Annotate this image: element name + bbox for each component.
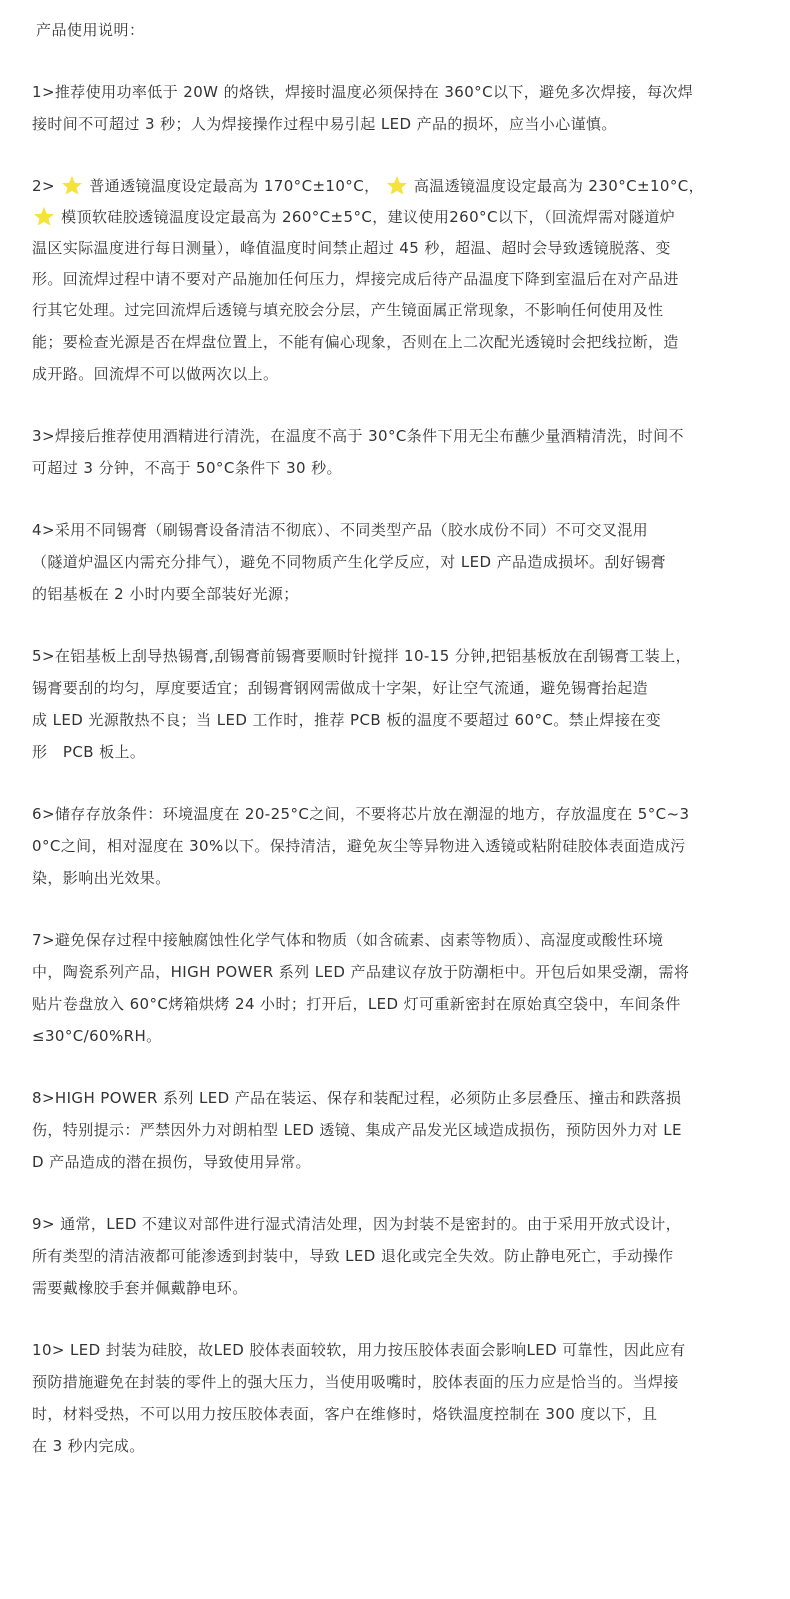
text-line: 3>焊接后推荐使用酒精进行清洗，在温度不高于 30°C条件下用无尘布蘸少量酒精清洗，时间不 <box>32 427 684 445</box>
text-line: 所有类型的清洁液都可能渗透到封装中，导致 LED 退化或完全失效。防止静电死亡，手动操作 <box>32 1247 674 1265</box>
text-line: 6>储存存放条件：环境温度在 20-25°C之间，不要将芯片放在潮湿的地方，存放温度在 5°C~3 <box>32 805 690 823</box>
text-line: 形。回流焊过程中请不要对产品施加任何压力，焊接完成后待产品温度下降到室温后在对产品进 <box>32 270 679 288</box>
text-line: 的铝基板在 2 小时内要全部装好光源； <box>32 585 299 603</box>
text-line: 行其它处理。过完回流焊后透镜与填充胶会分层，产生镜面属正常现象，不影响任何使用及性 <box>32 301 664 319</box>
text-line: 8>HIGH POWER 系列 LED 产品在装运、保存和装配过程，必须防止多层叠压、撞击和跌落损 <box>32 1089 682 1107</box>
text-line: 时，材料受热，不可以用力按压胶体表面，客户在维修时，烙铁温度控制在 300 度以下，且 <box>32 1405 658 1423</box>
text-line: 伤，特别提示：严禁因外力对朗柏型 LED 透镜、集成产品发光区域造成损伤，预防因外力对 LE <box>32 1121 682 1139</box>
text-line: 温区实际温度进行每日测量），峰值温度时间禁止超过 45 秒，超温、超时会导致透镜脱落、变 <box>32 239 671 257</box>
text-line: D 产品造成的潜在损伤，导致使用异常。 <box>32 1153 311 1171</box>
text-line: 4>采用不同锡膏（刷锡膏设备清洁不彻底）、不同类型产品（胶水成份不同）不可交叉混用 <box>32 521 649 539</box>
star-icon <box>33 206 55 226</box>
text-line: 5>在铝基板上刮导热锡膏,刮锡膏前锡膏要顺时针搅拌 10-15 分钟,把铝基板放在刮锡膏工装上， <box>32 647 691 665</box>
text-line: 在 3 秒内完成。 <box>32 1437 145 1455</box>
text-line: 染，影响出光效果。 <box>32 869 171 887</box>
text-line: 锡膏要刮的均匀，厚度要适宜；刮锡膏钢网需做成十字架，好让空气流通，避免锡膏抬起造 <box>32 679 649 697</box>
text-line: 可超过 3 分钟，不高于 50°C条件下 30 秒。 <box>32 459 342 477</box>
text-line-with-stars <box>32 174 704 198</box>
text-line: 接时间不可超过 3 秒；人为焊接操作过程中易引起 LED 产品的损坏，应当小心谨慎。 <box>32 115 617 133</box>
text-line: 0°C之间，相对湿度在 30%以下。保持清洁，避免灰尘等异物进入透镜或粘附硅胶体表面造成污 <box>32 837 686 855</box>
text-line: 能；要检查光源是否在焊盘位置上，不能有偏心现象，否则在上二次配光透镜时会把线拉断，造 <box>32 333 679 351</box>
text-line: ≤30°C/60%RH。 <box>32 1027 162 1045</box>
item-number: 2> <box>32 177 55 195</box>
text-segment: 高温透镜温度设定最高为 230°C±10°C， <box>413 177 705 195</box>
text-line: 预防措施避免在封装的零件上的强大压力，当使用吸嘴时，胶体表面的压力应是恰当的。当焊接 <box>32 1373 679 1391</box>
text-line: 成 LED 光源散热不良；当 LED 工作时，推荐 PCB 板的温度不要超过 60°C。禁止焊接在变 <box>32 711 662 729</box>
text-segment: 普通透镜温度设定最高为 170°C±10°C， <box>89 177 380 195</box>
text-line: 形 PCB 板上。 <box>32 743 146 761</box>
text-line: 9> 通常，LED 不建议对部件进行湿式清洁处理，因为封装不是密封的。由于采用开放式设计， <box>32 1215 682 1233</box>
star-icon <box>61 175 83 195</box>
star-icon <box>386 175 408 195</box>
text-line: 成开路。回流焊不可以做两次以上。 <box>32 365 279 383</box>
text-line: 需要戴橡胶手套并佩戴静电环。 <box>32 1279 248 1297</box>
text-line: 贴片卷盘放入 60°C烤箱烘烤 24 小时；打开后，LED 灯可重新密封在原始真空袋中，车间条件 <box>32 995 681 1013</box>
text-line: 10> LED 封装为硅胶，故LED 胶体表面较软，用力按压胶体表面会影响LED 可靠性，因此应有 <box>32 1341 686 1359</box>
text-line-with-star <box>32 205 675 229</box>
text-line: 7>避免保存过程中接触腐蚀性化学气体和物质（如含硫素、卤素等物质）、高湿度或酸性环境 <box>32 931 664 949</box>
text-line: 中，陶瓷系列产品，HIGH POWER 系列 LED 产品建议存放于防潮柜中。开包后如果受潮，需将 <box>32 963 690 981</box>
text-line: 1>推荐使用功率低于 20W 的烙铁，焊接时温度必须保持在 360°C以下，避免多次焊接，每次焊 <box>32 83 694 101</box>
text-segment: 模顶软硅胶透镜温度设定最高为 260°C±5°C，建议使用260°C以下，（回流焊需对隧道炉 <box>61 208 676 226</box>
document-title: 产品使用说明： <box>36 21 145 39</box>
text-line: （隧道炉温区内需充分排气），避免不同物质产生化学反应，对 LED 产品造成损坏。刮好锡膏 <box>32 553 667 571</box>
